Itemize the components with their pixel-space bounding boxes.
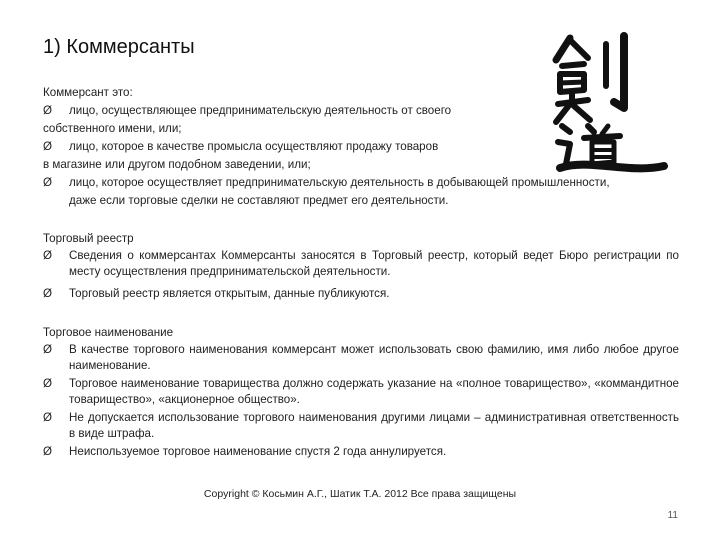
bullet-arrow-icon: Ø xyxy=(43,249,53,262)
bullet-arrow-icon: Ø xyxy=(43,377,53,390)
copyright-footer: Copyright © Косьмин А.Г., Шатик Т.А. 2012 Все права защищены xyxy=(203,488,517,500)
bullet-arrow-icon: Ø xyxy=(43,140,53,153)
list-item xyxy=(43,138,679,156)
section-merchant xyxy=(43,84,679,210)
section-heading: Торговый реестр xyxy=(43,232,134,245)
list-item-text: лицо, осуществляющее предпринимательскую деятельность от своего xyxy=(69,104,452,117)
list-item-text: Неиспользуемое торговое наименование спустя 2 года аннулируется. xyxy=(69,445,447,458)
list-item xyxy=(43,174,679,192)
list-item-continuation: даже если торговые сделки не составляют предмет его деятельности. xyxy=(69,194,449,207)
section-heading: Торговое наименование xyxy=(43,326,174,339)
page-number: 11 xyxy=(667,510,678,521)
list-item xyxy=(43,376,679,408)
list-item-text: лицо, которое осуществляет предпринимательскую деятельность в добывающей промышленности, xyxy=(69,176,610,189)
bullet-arrow-icon: Ø xyxy=(43,411,53,424)
section-trade-name xyxy=(43,324,679,460)
bullet-arrow-icon: Ø xyxy=(43,287,53,300)
list-item-continuation: в магазине или другом подобном заведении, или; xyxy=(43,158,311,171)
list-item-text: В качестве торгового наименования коммерсант может использовать свою фамилию, имя либо любое другое наименование. xyxy=(69,343,679,372)
list-item-text: лицо, которое в качестве промысла осуществляют продажу товаров xyxy=(69,140,439,153)
slide-title: 1) Коммерсанты xyxy=(43,36,195,58)
bullet-arrow-icon: Ø xyxy=(43,104,53,117)
bullet-arrow-icon: Ø xyxy=(43,176,53,189)
section-trade-register xyxy=(43,230,679,302)
list-item xyxy=(43,286,679,302)
slide-content xyxy=(43,84,679,462)
list-item-text: Торговый реестр является открытым, данные публикуются. xyxy=(69,287,390,300)
list-item xyxy=(43,342,679,374)
list-item xyxy=(43,444,679,460)
section-heading: Коммерсант это: xyxy=(43,86,133,99)
list-item xyxy=(43,102,679,120)
list-item-continuation: собственного имени, или; xyxy=(43,122,182,135)
bullet-arrow-icon: Ø xyxy=(43,343,53,356)
bullet-arrow-icon: Ø xyxy=(43,445,53,458)
list-item-text: Не допускается использование торгового наименования другими лицами – административная ответственность в виде штрафа. xyxy=(69,411,679,440)
list-item-text: Сведения о коммерсантах Коммерсанты заносятся в Торговый реестр, который ведет Бюро регистрации по месту осуществления предпринимательской деятельности. xyxy=(69,249,679,278)
list-item xyxy=(43,410,679,442)
list-item-text: Торговое наименование товарищества должно содержать указание на «полное товарищество», «коммандитное товарищество», «акционерное общество». xyxy=(69,377,679,406)
list-item xyxy=(43,248,679,280)
